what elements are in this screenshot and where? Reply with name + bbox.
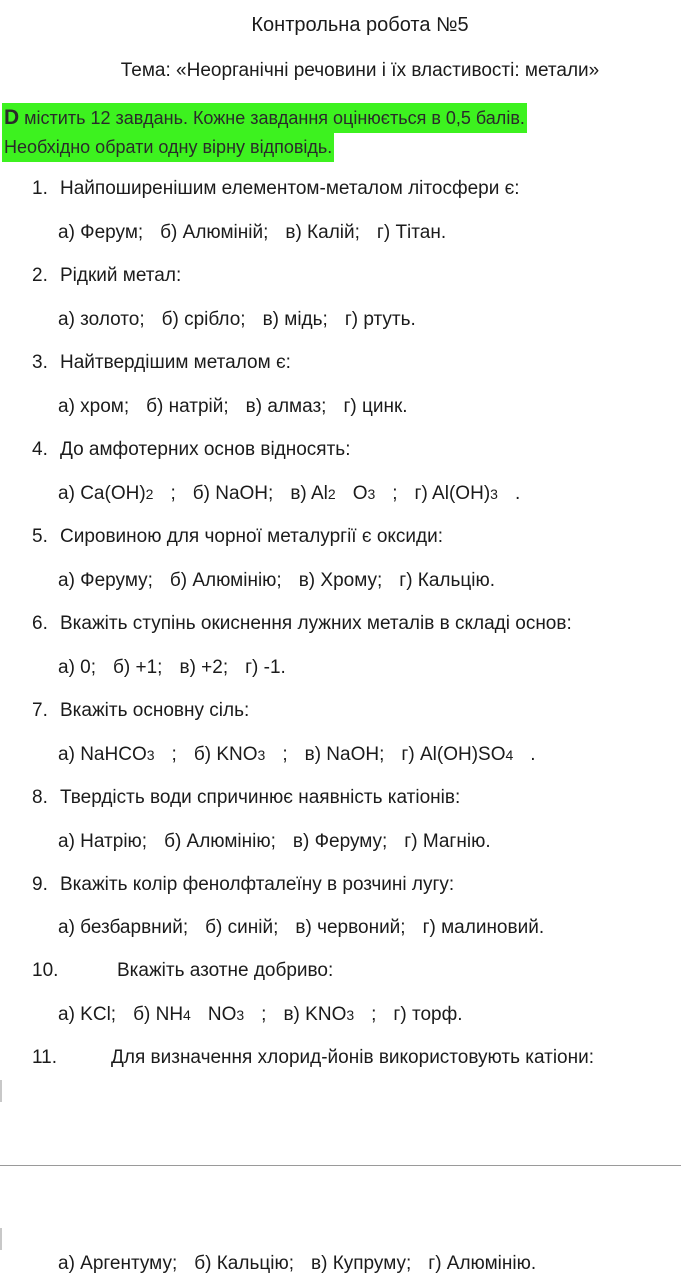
question-number: 9.: [32, 874, 48, 895]
option-d: г) Кальцію.: [399, 570, 496, 591]
answer-options-7: [58, 744, 553, 766]
answer-options-4: [58, 483, 537, 505]
option-a: а) золото;: [58, 309, 145, 330]
option-b: б) NH4 NO3 ;: [133, 1004, 267, 1025]
option-a: а) Ферум;: [58, 222, 144, 243]
document-title: Контрольна робота №5: [251, 14, 469, 36]
option-c: в) Купруму;: [311, 1253, 412, 1274]
question-text: Найпоширенішим елементом-металом літосфери є:: [60, 178, 520, 199]
option-c: в) NaOH;: [304, 744, 385, 765]
option-a: а) NaHCO3 ;: [58, 744, 177, 765]
option-d: г) Алюмінію.: [428, 1253, 537, 1274]
question-text: Рідкий метал:: [60, 265, 182, 286]
question-number: 7.: [32, 700, 48, 721]
question-text: Твердість води спричинює наявність катіонів:: [60, 787, 461, 808]
option-d: г) Магнію.: [404, 831, 491, 852]
option-b: б) NaOH;: [192, 483, 274, 504]
option-c: в) мідь;: [262, 309, 328, 330]
question-number: 6.: [32, 613, 48, 634]
instruction-highlight-line-2: Необхідно обрати одну вірну відповідь.: [2, 133, 334, 162]
option-a: а) Феруму;: [58, 570, 153, 591]
option-b: б) срібло;: [161, 309, 246, 330]
option-c: в) Феруму;: [292, 831, 388, 852]
question-number: 3.: [32, 352, 48, 373]
option-a: а) хром;: [58, 396, 130, 417]
document-topic: Тема: «Неорганічні речовини і їх властивості: метали»: [120, 60, 600, 81]
option-b: б) Кальцію;: [194, 1253, 294, 1274]
answer-options-5: [58, 570, 512, 592]
option-c: в) Калій;: [285, 222, 360, 243]
answer-options-8: [58, 831, 508, 853]
answer-options-3: [58, 396, 425, 418]
option-d: г) ртуть.: [344, 309, 416, 330]
answer-options-9: [58, 917, 561, 939]
answer-options-2: [58, 309, 433, 331]
question-text: Найтвердішим металом є:: [60, 352, 291, 373]
option-d: г) Тітан.: [376, 222, 447, 243]
option-c: в) Al2 O3 ;: [290, 483, 398, 504]
question-text: Вкажіть колір фенолфталеїну в розчині лугу:: [60, 874, 455, 895]
option-a: а) Аргентуму;: [58, 1253, 178, 1274]
option-b: б) +1;: [113, 657, 163, 678]
question-number: 8.: [32, 787, 48, 808]
option-b: б) натрій;: [146, 396, 229, 417]
question-text: Сировиною для чорної металургії є оксиди:: [60, 526, 444, 547]
question-text: Вкажіть основну сіль:: [60, 700, 250, 721]
page-edge-marker: [0, 1228, 2, 1250]
option-d: г) -1.: [245, 657, 286, 678]
option-c: в) алмаз;: [245, 396, 327, 417]
option-c: в) KNO3 ;: [283, 1004, 377, 1025]
option-b: б) Алюмінію;: [164, 831, 276, 852]
answer-options-1: [58, 222, 463, 244]
option-d: г) Al(OH)SO4 .: [401, 744, 536, 765]
question-number: 1.: [32, 178, 48, 199]
page-edge-marker: [0, 1080, 2, 1102]
option-d: г) Al(OH)3 .: [414, 483, 521, 504]
question-number: 4.: [32, 439, 48, 460]
option-c: в) +2;: [179, 657, 229, 678]
answer-options-11: [58, 1253, 553, 1275]
option-a: а) безбарвний;: [58, 917, 189, 938]
answer-options-6: [58, 657, 303, 679]
question-number: 5.: [32, 526, 48, 547]
page-break-line: [0, 1165, 681, 1166]
question-number: 2.: [32, 265, 48, 286]
option-b: б) Алюмінію;: [169, 570, 282, 591]
question-text: Вкажіть ступінь окиснення лужних металів в складі основ:: [60, 613, 572, 634]
option-b: б) Алюміній;: [160, 222, 269, 243]
question-number: 10.: [32, 960, 59, 981]
option-d: г) малиновий.: [422, 917, 545, 938]
option-c: в) червоний;: [295, 917, 406, 938]
option-b: б) KNO3 ;: [193, 744, 288, 765]
instruction-text-1: містить 12 завдань. Кожне завдання оцінюється в 0,5 балів.: [19, 108, 525, 128]
instruction-letter: D: [4, 106, 20, 129]
option-d: г) торф.: [393, 1004, 463, 1025]
option-b: б) синій;: [205, 917, 279, 938]
question-number: 11.: [32, 1047, 58, 1068]
option-c: в) Хрому;: [298, 570, 383, 591]
option-a: а) KCl;: [58, 1004, 117, 1025]
option-a: а) 0;: [58, 657, 97, 678]
instruction-highlight-line-1: [2, 103, 527, 133]
option-d: г) цинк.: [343, 396, 408, 417]
option-a: а) Ca(OH)2 ;: [58, 483, 176, 504]
question-text: Для визначення хлорид-йонів використовують катіони:: [111, 1047, 595, 1068]
answer-options-10: [58, 1004, 480, 1026]
question-text: Вкажіть азотне добриво:: [117, 960, 334, 981]
question-text: До амфотерних основ відносять:: [60, 439, 351, 460]
option-a: а) Натрію;: [58, 831, 148, 852]
